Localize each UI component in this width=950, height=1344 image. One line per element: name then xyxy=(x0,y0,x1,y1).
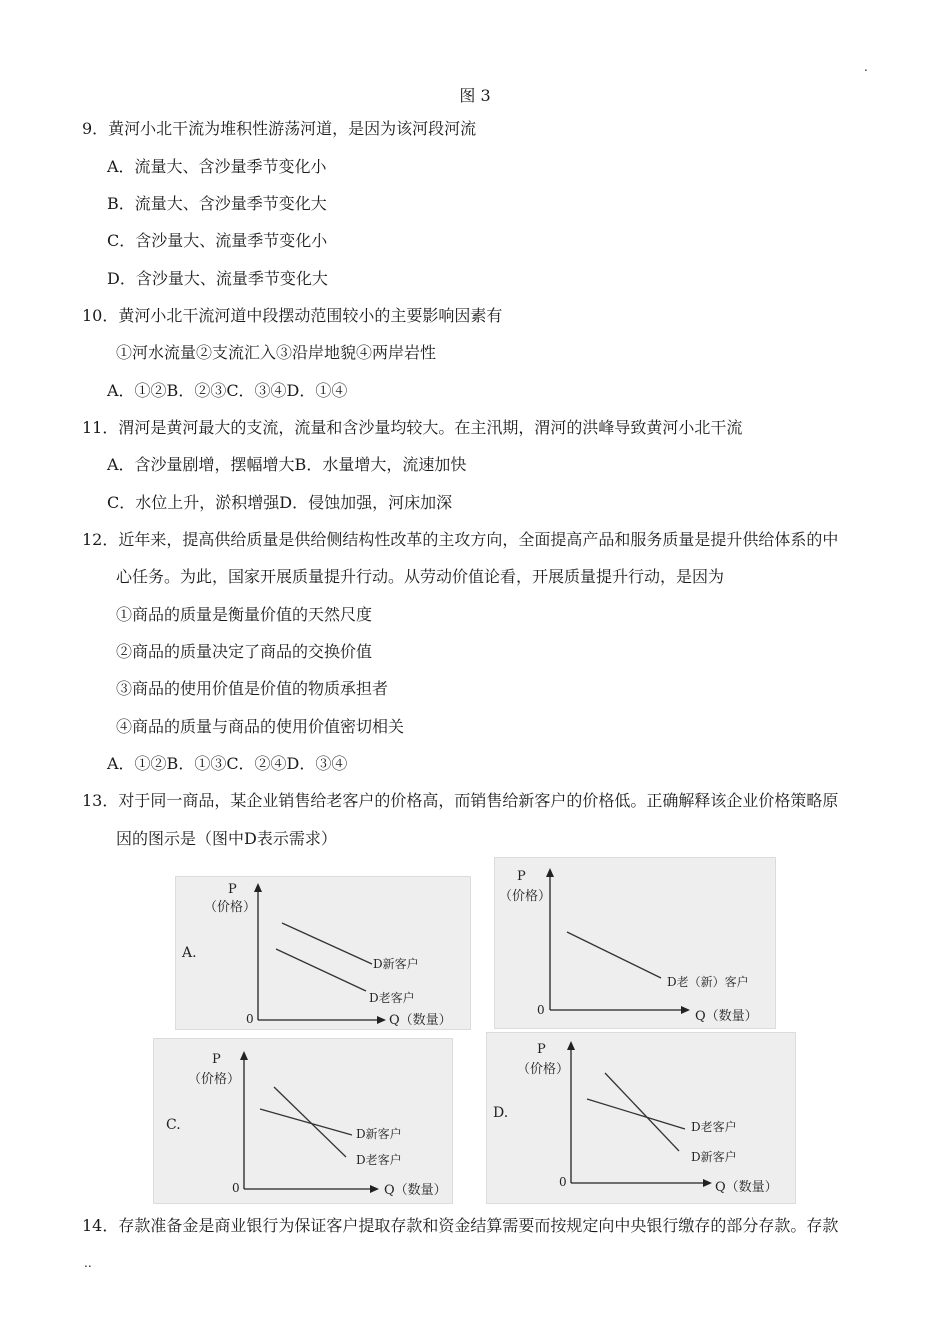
graph-d-p-sub: （价格） xyxy=(517,1062,570,1077)
question-11-options-row2: C．水位上升，淤积增强D．侵蚀加强，河床加深 xyxy=(107,493,453,512)
graph-d-q-label: Q（数量） xyxy=(715,1180,778,1195)
graph-d-curve-1 xyxy=(587,1099,685,1129)
graph-b-p-label: P xyxy=(517,869,526,884)
question-14-stem: 14．存款准备金是商业银行为保证客户提取存款和资金结算需要而按规定向中央银行缴存的部分存款。存款 xyxy=(82,1216,839,1235)
graph-c-curve-2-label: D老客户 xyxy=(356,1153,402,1167)
question-11-stem: 11．渭河是黄河最大的支流，流量和含沙量均较大。在主汛期，渭河的洪峰导致黄河小北干流 xyxy=(82,418,743,437)
question-9-option-c: C．含沙量大、流量季节变化小 xyxy=(107,231,328,250)
question-11-options-row1: A．含沙量剧增，摆幅增大B．水量增大，流速加快 xyxy=(107,455,467,474)
question-9-option-a: A．流量大、含沙量季节变化小 xyxy=(107,157,327,176)
corner-mark: . xyxy=(864,60,868,74)
graph-d-origin: 0 xyxy=(559,1175,567,1189)
graph-d-p-label: P xyxy=(537,1042,546,1057)
question-10-items: ①河水流量②支流汇入③沿岸地貌④两岸岩性 xyxy=(116,343,437,362)
graph-b-curve-1 xyxy=(567,932,661,978)
graph-b-x-arrow xyxy=(681,1006,690,1014)
footer-mark: .. xyxy=(84,1256,92,1270)
question-12-item-1: ①商品的质量是衡量价值的天然尺度 xyxy=(116,605,373,624)
graph-c-option-label: C. xyxy=(166,1117,181,1133)
question-12-stem-line1: 12．近年来，提高供给质量是供给侧结构性改革的主攻方向，全面提高产品和服务质量是提升供给体系的中 xyxy=(82,530,839,549)
question-13-stem-line2: 因的图示是（图中D表示需求） xyxy=(116,829,337,848)
graph-a-y-arrow xyxy=(254,883,262,892)
graph-a-origin: 0 xyxy=(246,1012,254,1026)
question-10-options: A．①②B．②③C．③④D．①④ xyxy=(107,381,348,400)
question-9-stem: 9．黄河小北干流为堆积性游荡河道，是因为该河段河流 xyxy=(82,119,477,138)
graph-b-q-label: Q（数量） xyxy=(695,1009,758,1024)
figure-caption: 图 3 xyxy=(459,86,491,105)
graph-c-y-arrow xyxy=(240,1051,248,1060)
graph-d-x-arrow xyxy=(703,1179,712,1187)
graph-b-y-arrow xyxy=(546,868,554,877)
graph-c-p-sub: （价格） xyxy=(188,1072,241,1087)
graph-c-q-label: Q（数量） xyxy=(384,1183,447,1198)
demand-graph-b xyxy=(494,857,776,1029)
question-13-stem-line1: 13．对于同一商品，某企业销售给老客户的价格高，而销售给新客户的价格低。正确解释该企业价格策略原 xyxy=(82,791,839,810)
question-12-item-3: ③商品的使用价值是价值的物质承担者 xyxy=(116,679,389,698)
graph-b-p-sub: （价格） xyxy=(499,889,552,904)
question-12-stem-line2: 心任务。为此，国家开展质量提升行动。从劳动价值论看，开展质量提升行动，是因为 xyxy=(116,567,725,586)
question-9-option-b: B．流量大、含沙量季节变化大 xyxy=(107,194,327,213)
question-12-item-2: ②商品的质量决定了商品的交换价值 xyxy=(116,642,373,661)
question-9-option-d: D．含沙量大、流量季节变化大 xyxy=(107,269,328,288)
graph-a-x-arrow xyxy=(377,1016,386,1024)
graph-d-curve-2-label: D新客户 xyxy=(691,1150,737,1164)
graph-b-curve-1-label: D老（新）客户 xyxy=(667,975,749,989)
question-12-options: A．①②B．①③C．②④D．③④ xyxy=(107,754,348,773)
demand-graph-d xyxy=(486,1032,796,1204)
question-12-item-4: ④商品的质量与商品的使用价值密切相关 xyxy=(116,717,405,736)
graph-a-q-label: Q（数量） xyxy=(389,1013,452,1028)
graph-d-option-label: D. xyxy=(493,1105,509,1121)
graph-c-curve-1-label: D新客户 xyxy=(356,1127,402,1141)
graph-a-option-label: A. xyxy=(182,945,197,961)
graph-c-p-label: P xyxy=(212,1052,221,1067)
graph-d-curve-1-label: D老客户 xyxy=(691,1120,737,1134)
graph-d-curve-2 xyxy=(605,1073,679,1151)
graph-a-p-label: P xyxy=(228,882,237,897)
graph-c-x-arrow xyxy=(370,1185,379,1193)
graph-a-curve-1-label: D新客户 xyxy=(373,957,419,971)
graph-c-origin: 0 xyxy=(232,1181,240,1195)
question-10-stem: 10．黄河小北干流河道中段摆动范围较小的主要影响因素有 xyxy=(82,306,503,325)
demand-graph-c xyxy=(153,1038,453,1204)
graph-c-curve-2 xyxy=(274,1087,346,1157)
graph-a-p-sub: （价格） xyxy=(204,900,257,915)
graph-c-curve-1 xyxy=(260,1109,352,1135)
graph-b-origin: 0 xyxy=(537,1003,545,1017)
graph-a-curve-2-label: D老客户 xyxy=(369,991,415,1005)
graph-d-y-arrow xyxy=(567,1041,575,1050)
demand-graph-a xyxy=(175,876,471,1030)
